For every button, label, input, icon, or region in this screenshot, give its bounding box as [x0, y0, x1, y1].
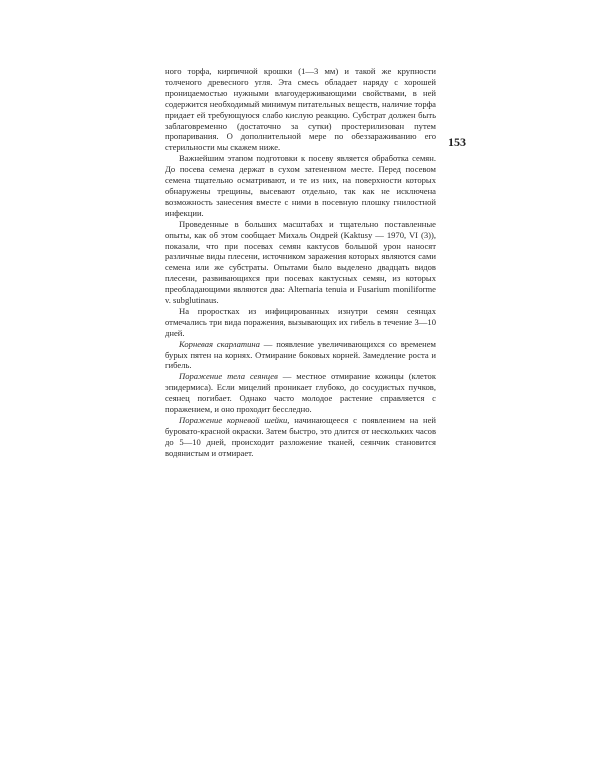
paragraph-2 — [165, 153, 436, 218]
paragraph-6-italic-lead: Поражение тела сеянцев — [179, 371, 278, 382]
paragraph-6 — [165, 371, 436, 415]
paragraph-4 — [165, 306, 436, 339]
paragraph-5-text: — появление увеличивающихся со временем бурых пятен на корнях. Отмирание боковых корней. Замедление роста и гибель. — [165, 338, 436, 371]
paragraph-1-text: ного торфа, кирпичной крошки (1—3 мм) и такой же крупности толченого древесного угля. Эта смесь обладает наряду с хорошей проницаемостью нужными влагоудерживающими свойствами, в ней содержится необходимый минимум питательных веществ, наличие торфа придает ей требующуюся слабо кислую реакцию. Субстрат должен быть заблаговременно (достаточно за сутки) простерилизован путем пропаривания. О дополнительной мере по обеззараживанию его стерильности мы скажем ниже. — [165, 66, 436, 153]
text-column — [165, 66, 436, 459]
paragraph-1 — [165, 66, 436, 153]
paragraph-4-text: На проростках из инфицированных изнутри семян сеянцах отмечались три вида поражения, вызывающих их гибель в течение 3—10 дней. — [165, 305, 436, 338]
paragraph-7 — [165, 415, 436, 459]
paragraph-2-text: Важнейшим этапом подготовки к посеву является обработка семян. До посева семена держат в сухом затененном месте. Перед посевом семена тщательно осматривают, и те из них, на поверхности которых обнаружены трещины, высевают отдельно, так как не исключена возможность занесения вместе с ними в посевную плошку гнилостной инфекции. — [165, 153, 436, 218]
paragraph-7-text: начинающееся с появлением на ней буровато-красной окраски. Затем быстро, это длится от нескольких часов до 5—10 дней, происходит разложение тканей, сеянчик становится водянистым и отмирает. — [165, 415, 436, 458]
paragraph-5 — [165, 339, 436, 372]
paragraph-6-text: — местное отмирание кожицы (клеток эпидермиса). Если мицелий проникает глубоко, до сосудистых пучков, сеянец погибает. Однако часто молодое растение справляется с поражением, и оно проходит бесследно. — [165, 371, 436, 415]
paragraph-5-italic-lead: Корневая скарлатина — [179, 338, 260, 349]
page-number: 153 — [448, 135, 466, 149]
paragraph-3 — [165, 219, 436, 306]
paragraph-3-text: Проведенные в больших масштабах и тщательно поставленные опыты, как об этом сообщает Михаль Ондрей (Kaktusy — 1970, VI (3)), показали, что при посевах семян кактусов большой урон наносят различные виды плесени, источником заражения которых являются сами семена или же субстраты. Опытами было выделено двадцать видов плесени, развивающихся при посевах кактусных семян, из которых преобладающими являются два: Alternaria tenuia и Fusarium moniliforme v. subglutinaus. — [165, 218, 436, 306]
paragraph-7-italic-lead: Поражение корневой шейки, — [179, 415, 290, 425]
